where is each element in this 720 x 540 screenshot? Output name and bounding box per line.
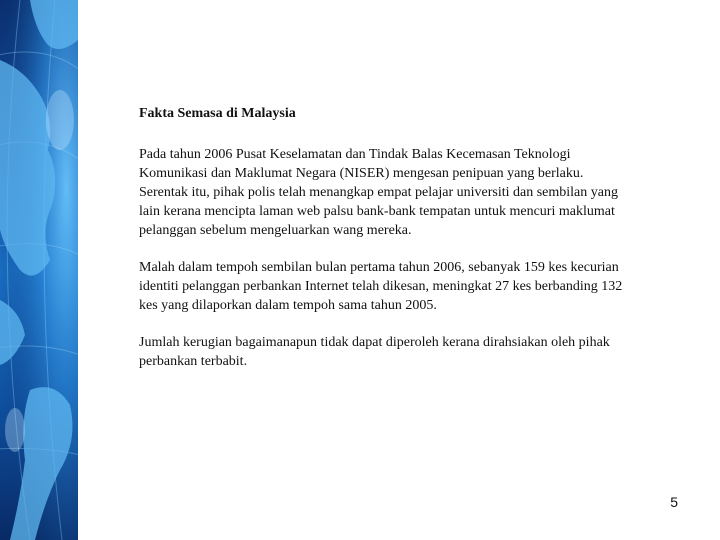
paragraph: Malah dalam tempoh sembilan bulan pertama tahun 2006, sebanyak 159 kes kecurian identiti pelanggan perbankan Internet telah dikesan, meningkat 27 kes berbanding 132 kes yang dilaporkan dalam tempoh sama tahun 2005. [139,260,623,313]
slide-content [139,104,629,389]
paragraph: Jumlah kerugian bagaimanapun tidak dapat diperoleh kerana dirahsiakan oleh pihak perbankan terbabit. [139,335,610,369]
paragraph: Pada tahun 2006 Pusat Keselamatan dan Tindak Balas Kecemasan Teknologi Komunikasi dan Maklumat Negara (NISER) mengesan penipuan yang berlaku. Serentak itu, pihak polis telah menangkap empat pelajar universiti dan sembilan yang lain kerana mencipta laman web palsu bank-bank tempatan untuk mencuri maklumat pelanggan sebelum mengeluarkan wang mereka. [139,147,618,238]
page-number: 5 [670,494,678,510]
globe-icon [0,0,78,540]
slide-title: Fakta Semasa di Malaysia [139,106,296,121]
globe-decoration [0,0,78,540]
